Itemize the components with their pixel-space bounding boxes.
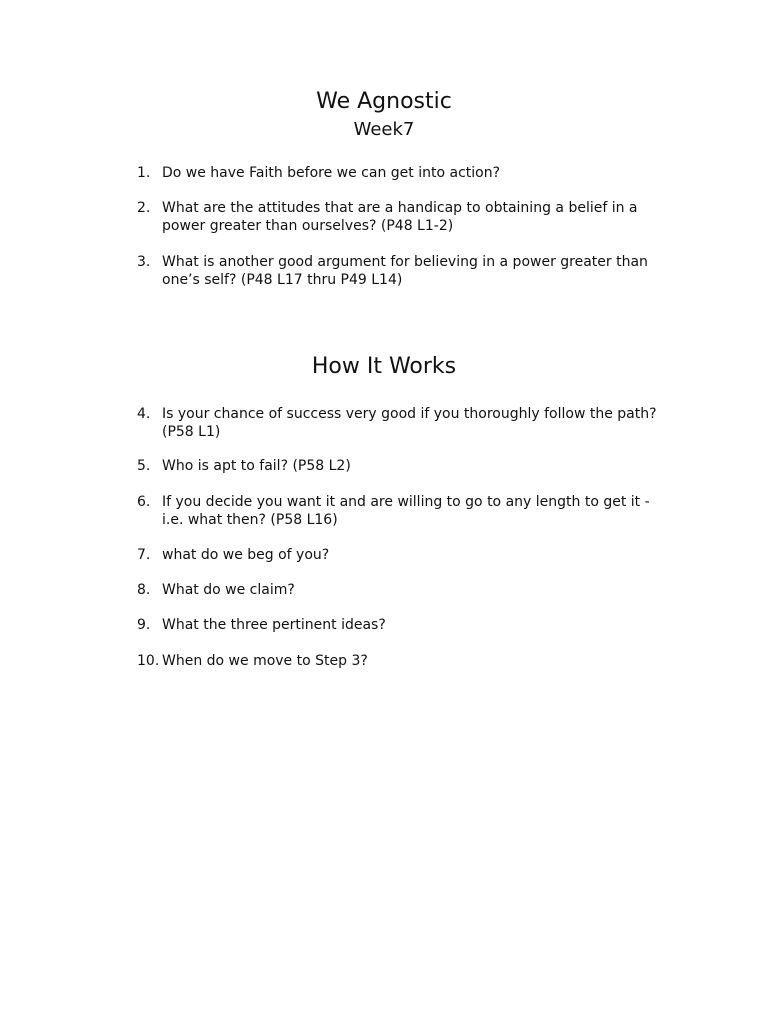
item-text: Is your chance of success very good if you thoroughly follow the path? xyxy=(162,406,657,422)
section-title-how-it-works: How It Works xyxy=(311,354,457,379)
item-text: Do we have Faith before we can get into action? xyxy=(162,165,501,181)
item-number: 1. xyxy=(137,165,151,181)
list-item xyxy=(137,546,657,564)
item-number: 2. xyxy=(137,200,151,216)
item-number: 8. xyxy=(137,582,151,598)
item-text: i.e. what then? (P58 L16) xyxy=(162,512,338,528)
list-item xyxy=(137,199,657,235)
item-number: 5. xyxy=(137,458,151,474)
item-text: Who is apt to fail? (P58 L2) xyxy=(162,458,351,474)
item-text: what do we beg of you? xyxy=(162,547,330,563)
item-text: What the three pertinent ideas? xyxy=(162,617,386,633)
section-title-we-agnostic: We Agnostic xyxy=(316,89,452,114)
item-text: (P58 L1) xyxy=(162,424,221,440)
section-subtitle-week: Week7 xyxy=(353,119,415,140)
list-item xyxy=(137,253,657,289)
item-text: What do we claim? xyxy=(162,582,295,598)
item-text: What is another good argument for believing in a power greater than xyxy=(162,254,648,270)
item-text: What are the attitudes that are a handicap to obtaining a belief in a xyxy=(162,200,638,216)
list-item xyxy=(137,652,657,670)
item-text: When do we move to Step 3? xyxy=(162,653,368,669)
item-number: 6. xyxy=(137,494,151,510)
list-item xyxy=(137,405,657,441)
item-text: power greater than ourselves? (P48 L1-2) xyxy=(162,218,454,234)
item-number: 4. xyxy=(137,406,151,422)
item-number: 10. xyxy=(137,653,160,669)
item-text: one’s self? (P48 L17 thru P49 L14) xyxy=(162,272,403,288)
list-item xyxy=(137,616,657,634)
list-item xyxy=(137,164,657,182)
list-item xyxy=(137,493,657,529)
item-number: 7. xyxy=(137,547,151,563)
item-text: If you decide you want it and are willing to go to any length to get it - xyxy=(162,494,650,510)
item-number: 9. xyxy=(137,617,151,633)
list-item xyxy=(137,581,657,599)
list-item xyxy=(137,457,657,475)
item-number: 3. xyxy=(137,254,151,270)
